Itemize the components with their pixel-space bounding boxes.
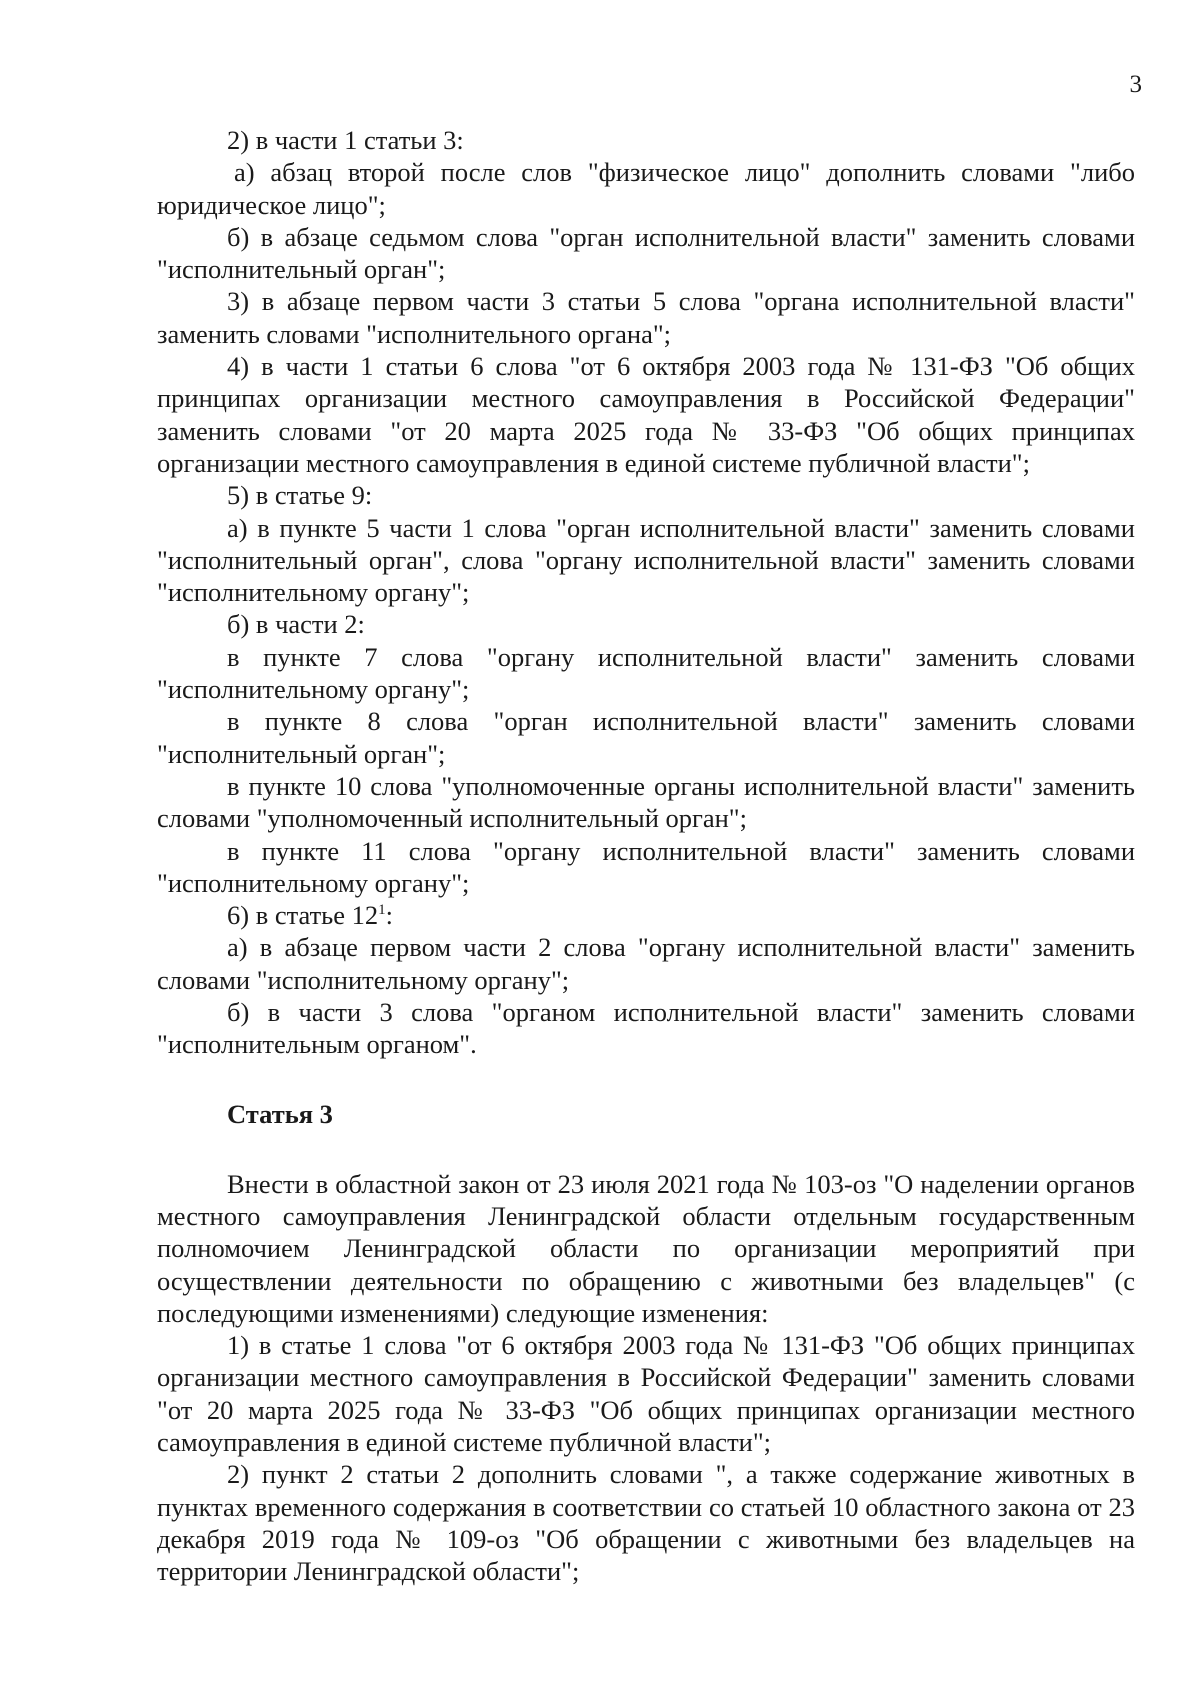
item6-suffix: : [385, 900, 394, 931]
paragraph: б) в части 3 слова "органом исполнительной власти" заменить словами "исполнительным органом". [157, 997, 1135, 1060]
paragraph: 2) пункт 2 статьи 2 дополнить словами ", а также содержание животных в пунктах временного содержания в соответствии со статьей 10 областного закона от 23 декабря 2019 года № 109-оз "Об обращении с животными без владельцев на территории Ленинградской области"; [157, 1459, 1135, 1587]
article-heading: Статья 3 [227, 1098, 333, 1129]
paragraph: 3) в абзаце первом части 3 статьи 5 слова "органа исполнительной власти" заменить словами "исполнительного органа"; [157, 286, 1135, 349]
paragraph: б) в абзаце седьмом слова "орган исполнительной власти" заменить словами "исполнительный орган"; [157, 221, 1135, 285]
paragraph: в пункте 7 слова "органу исполнительной власти" заменить словами "исполнительному органу"; [157, 641, 1135, 705]
paragraph: в пункте 11 слова "органу исполнительной власти" заменить словами "исполнительному органу"; [157, 835, 1135, 898]
paragraph: в пункте 10 слова "уполномоченные органы исполнительной власти" заменить словами "уполномоченный исполнительный орган"; [157, 770, 1135, 834]
item6-prefix: 6) в статье 12 [227, 900, 379, 931]
document-body [157, 124, 1135, 1587]
paragraph-item-6 [157, 899, 1135, 931]
paragraph: 1) в статье 1 слова "от 6 октября 2003 года № 131-ФЗ "Об общих принципах организации местного самоуправления в Российской Федерации" заменить словами "от 20 марта 2025 года № 33-ФЗ "Об общих принципах организации местного самоуправления в единой системе публичной власти"; [157, 1330, 1135, 1457]
paragraph: 4) в части 1 статьи 6 слова "от 6 октября 2003 года № 131-ФЗ "Об общих принципах организации местного самоуправления в Российской Федерации" заменить словами "от 20 марта 2025 года № 33-ФЗ "Об общих принципах организации местного самоуправления в единой системе публичной власти"; [157, 351, 1135, 478]
paragraph: Внести в областной закон от 23 июля 2021 года № 103-оз "О наделении органов местного самоуправления Ленинградской области отдельным государственным полномочием Ленинградской области по организации мероприятий при осуществлении деятельности по обращению с животными без владельцев" (с последующими изменениями) следующие изменения: [157, 1168, 1135, 1328]
paragraph: 2) в части 1 статьи 3: [227, 125, 464, 155]
paragraph: а) абзац второй после слов "физическое лицо" дополнить словами "либо юридическое лицо"; [157, 157, 1135, 220]
paragraph: а) в абзаце первом части 2 слова "органу исполнительной власти" заменить словами "исполнительному органу"; [157, 932, 1135, 995]
paragraph: а) в пункте 5 части 1 слова "орган исполнительной власти" заменить словами "исполнительный орган", слова "органу исполнительной власти" заменить словами "исполнительному органу"; [157, 512, 1135, 608]
paragraph: в пункте 8 слова "орган исполнительной власти" заменить словами "исполнительный орган"; [157, 706, 1135, 769]
page-number: 3 [1129, 71, 1142, 98]
paragraph: 5) в статье 9: [227, 480, 373, 511]
paragraph: б) в части 2: [227, 609, 365, 640]
superscript: 1 [378, 902, 386, 919]
